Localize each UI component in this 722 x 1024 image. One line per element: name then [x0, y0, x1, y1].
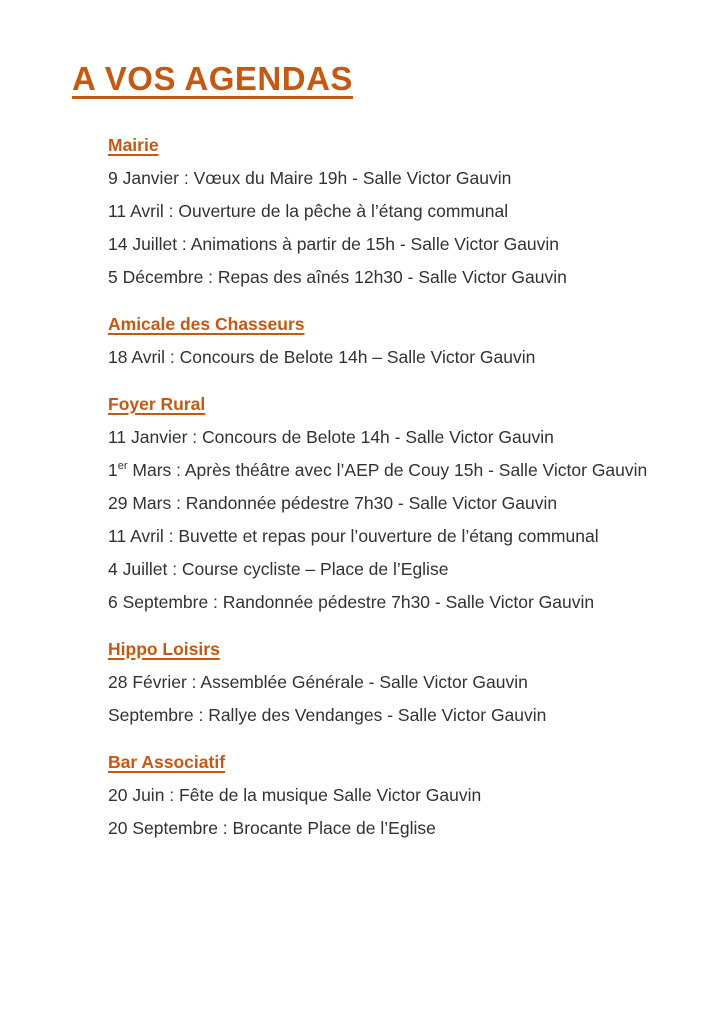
event-ordinal-number: 1: [108, 460, 118, 480]
event-line: 18 Avril : Concours de Belote 14h – Salle Victor Gauvin: [108, 347, 536, 367]
section-mairie: [108, 136, 692, 287]
page-title: A VOS AGENDAS: [72, 60, 353, 97]
event-text: Mars : Après théâtre avec l’AEP de Couy 15h - Salle Victor Gauvin: [127, 460, 648, 480]
event-line: 20 Septembre : Brocante Place de l’Eglise: [108, 818, 436, 838]
event-line: 11 Janvier : Concours de Belote 14h - Salle Victor Gauvin: [108, 427, 554, 447]
section-heading: Hippo Loisirs: [108, 639, 220, 659]
section-heading: Mairie: [108, 135, 159, 155]
section-bar-associatif: [108, 753, 692, 838]
section-amicale-des-chasseurs: [108, 315, 692, 367]
event-line: 5 Décembre : Repas des aînés 12h30 - Salle Victor Gauvin: [108, 267, 567, 287]
event-line: 6 Septembre : Randonnée pédestre 7h30 - Salle Victor Gauvin: [108, 592, 595, 612]
event-line: 20 Juin : Fête de la musique Salle Victor Gauvin: [108, 785, 482, 805]
event-line: Septembre : Rallye des Vendanges - Salle Victor Gauvin: [108, 705, 547, 725]
event-line: 14 Juillet : Animations à partir de 15h - Salle Victor Gauvin: [108, 234, 560, 254]
section-heading: Bar Associatif: [108, 752, 226, 772]
event-line: 29 Mars : Randonnée pédestre 7h30 - Salle Victor Gauvin: [108, 493, 558, 513]
event-line: 11 Avril : Buvette et repas pour l’ouverture de l’étang communal: [108, 526, 599, 546]
section-hippo-loisirs: [108, 640, 692, 725]
section-heading: Amicale des Chasseurs: [108, 314, 305, 334]
event-line: 9 Janvier : Vœux du Maire 19h - Salle Victor Gauvin: [108, 168, 512, 188]
agenda-sections: [108, 136, 692, 838]
event-line: 4 Juillet : Course cycliste – Place de l’Eglise: [108, 559, 449, 579]
section-heading: Foyer Rural: [108, 394, 206, 414]
event-line: 28 Février : Assemblée Générale - Salle Victor Gauvin: [108, 672, 528, 692]
event-ordinal-suffix: er: [117, 460, 128, 473]
section-foyer-rural: [108, 395, 692, 612]
event-line: 11 Avril : Ouverture de la pêche à l’étang communal: [108, 201, 509, 221]
event-line: [108, 461, 692, 480]
